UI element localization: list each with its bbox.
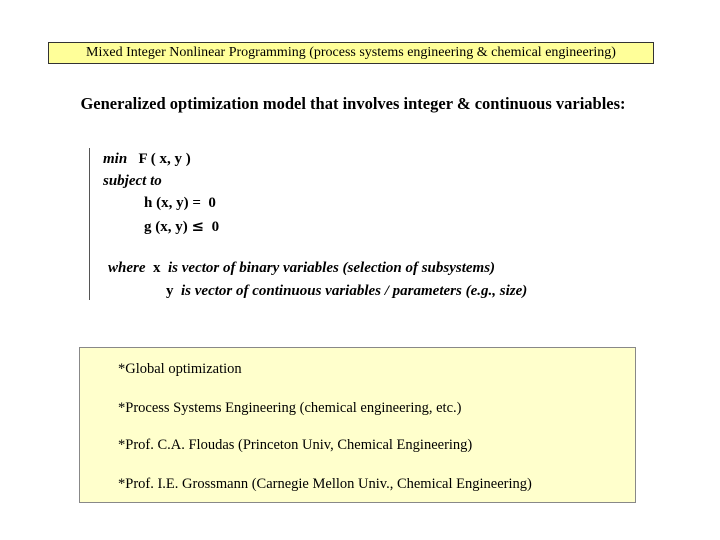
objective-line	[103, 151, 191, 168]
where-keyword: where	[108, 260, 146, 276]
y-description: is vector of continuous variables / parameters (e.g., size)	[181, 283, 528, 299]
x-description: is vector of binary variables (selection of subsystems)	[168, 260, 496, 276]
objective-function: F ( x, y )	[138, 151, 191, 167]
less-equal-symbol: ≤	[191, 217, 205, 235]
y-line	[166, 283, 527, 300]
section-heading: Generalized optimization model that involves integer & continuous variables:	[80, 94, 626, 113]
where-x-line	[108, 260, 495, 277]
notes-box	[79, 347, 636, 503]
slide-title-box	[48, 42, 654, 64]
note-item: *Prof. C.A. Floudas (Princeton Univ, Chemical Engineering)	[118, 437, 473, 453]
min-keyword: min	[103, 151, 128, 167]
subject-to-label: subject to	[103, 173, 162, 189]
model-left-rule	[89, 148, 90, 300]
note-item: *Process Systems Engineering (chemical engineering, etc.)	[118, 400, 462, 416]
slide-title: Mixed Integer Nonlinear Programming (process systems engineering & chemical engineering)	[86, 45, 616, 60]
note-item: *Global optimization	[118, 361, 242, 377]
inequality-rhs: 0	[211, 219, 220, 235]
y-symbol: y	[166, 283, 174, 299]
note-item: *Prof. I.E. Grossmann (Carnegie Mellon Univ., Chemical Engineering)	[118, 476, 532, 492]
equality-constraint	[144, 195, 216, 212]
equality-rhs: 0	[208, 195, 216, 211]
inequality-lhs: g (x, y)	[144, 219, 188, 235]
x-symbol: x	[153, 260, 161, 276]
equality-lhs: h (x, y) =	[144, 195, 201, 211]
inequality-constraint	[144, 217, 219, 236]
